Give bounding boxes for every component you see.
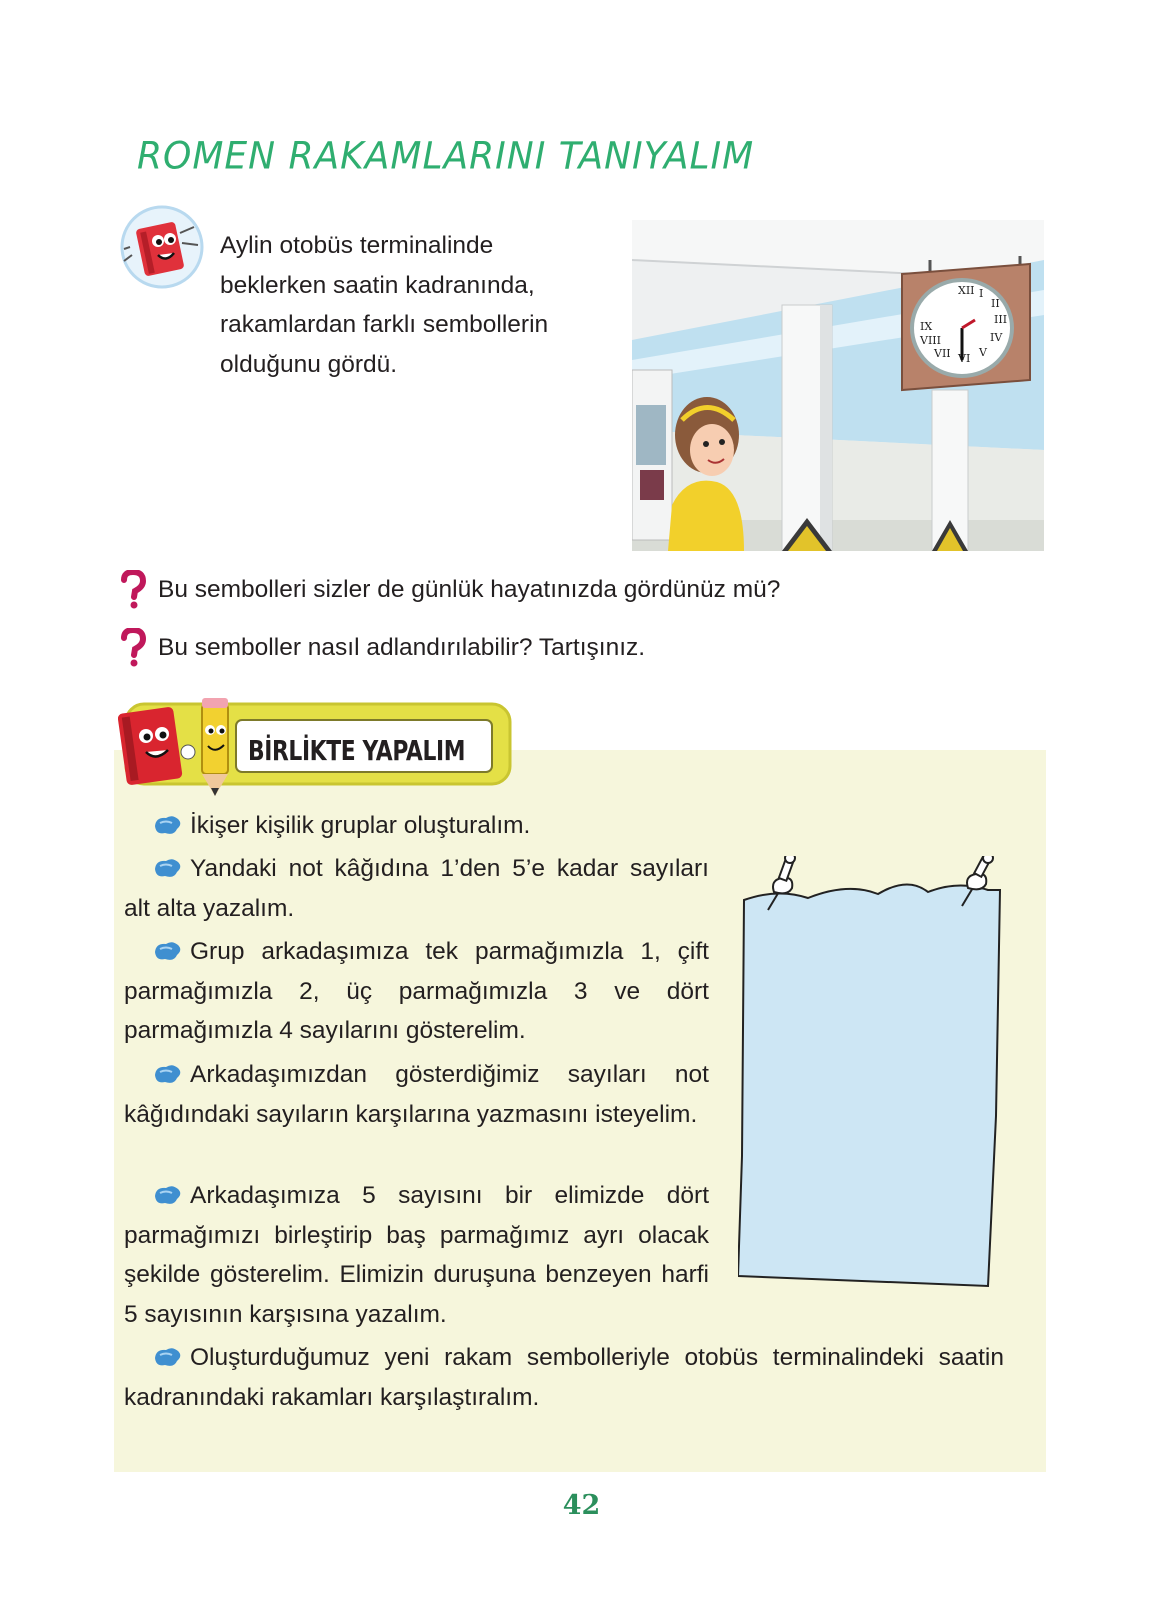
activity-step: Yandaki not kâğıdına 1’den 5’e kadar sayıları alt alta yazalım. bbox=[124, 855, 709, 922]
blue-splash-bullet-icon bbox=[152, 1184, 182, 1206]
discussion-question bbox=[118, 570, 780, 610]
blue-splash-bullet-icon bbox=[152, 814, 182, 836]
activity-step: Grup arkadaşımıza tek parmağımızla 1, çift parmağımızla 2, üç parmağımızla 3 ve dört parmağımızla 4 sayılarını gösterelim. bbox=[124, 938, 709, 1044]
question-mark-icon bbox=[118, 628, 148, 668]
activity-title: BİRLİKTE YAPALIM bbox=[248, 734, 466, 767]
book-mascot-icon bbox=[118, 706, 183, 785]
blue-splash-bullet-icon bbox=[152, 857, 182, 879]
question-mark-icon bbox=[118, 570, 148, 610]
question-text: Bu semboller nasıl adlandırılabilir? Tartışınız. bbox=[158, 634, 646, 661]
clock-numeral-vii: VII bbox=[934, 347, 951, 360]
clock-numeral-xii: XII bbox=[958, 284, 975, 297]
note-paper bbox=[738, 856, 1028, 1308]
clock-numeral-iv: IV bbox=[990, 331, 1003, 344]
activity-step: İkişer kişilik gruplar oluşturalım. bbox=[124, 806, 709, 846]
clock-numeral-vi: VI bbox=[958, 352, 971, 365]
page-title: ROMEN RAKAMLARINI TANIYALIM bbox=[137, 134, 755, 179]
intro-text: Aylin otobüs terminalinde beklerken saatin kadranında, rakamlardan farklı sembollerin olduğunu gördü. bbox=[220, 232, 549, 378]
clock-numeral-v: V bbox=[979, 346, 987, 359]
page-number: 42 bbox=[562, 1490, 601, 1521]
activity-step: Oluşturduğumuz yeni rakam sembolleriyle otobüs terminalindeki saatin kadranındaki rakamları karşılaştıralım. bbox=[124, 1344, 1004, 1411]
bus-terminal-illustration bbox=[632, 220, 1044, 551]
blue-splash-bullet-icon bbox=[152, 1063, 182, 1085]
clock-numeral-viii: VIII bbox=[920, 334, 941, 347]
activity-step: Arkadaşımızdan gösterdiğimiz sayıları not kâğıdındaki sayıların karşılarına yazmasını isteyelim. bbox=[124, 1061, 709, 1128]
clock-numeral-ii: II bbox=[991, 297, 1000, 310]
book-mascot-icon bbox=[118, 203, 206, 291]
clock-numeral-iii: III bbox=[994, 313, 1008, 326]
clock-numeral-i: I bbox=[979, 287, 984, 300]
blue-splash-bullet-icon bbox=[152, 940, 182, 962]
blue-splash-bullet-icon bbox=[152, 1346, 182, 1368]
discussion-question bbox=[118, 628, 645, 668]
clock-numeral-ix: IX bbox=[920, 320, 933, 333]
question-text: Bu sembolleri sizler de günlük hayatınızda gördünüz mü? bbox=[158, 576, 781, 603]
activity-step: Arkadaşımıza 5 sayısını bir elimizde dört parmağımızı birleştirip baş parmağımız ayrı olacak şekilde gösterelim. Elimizin duruşuna benzeyen harfi 5 sayısının karşısına yazalım. bbox=[124, 1182, 709, 1328]
